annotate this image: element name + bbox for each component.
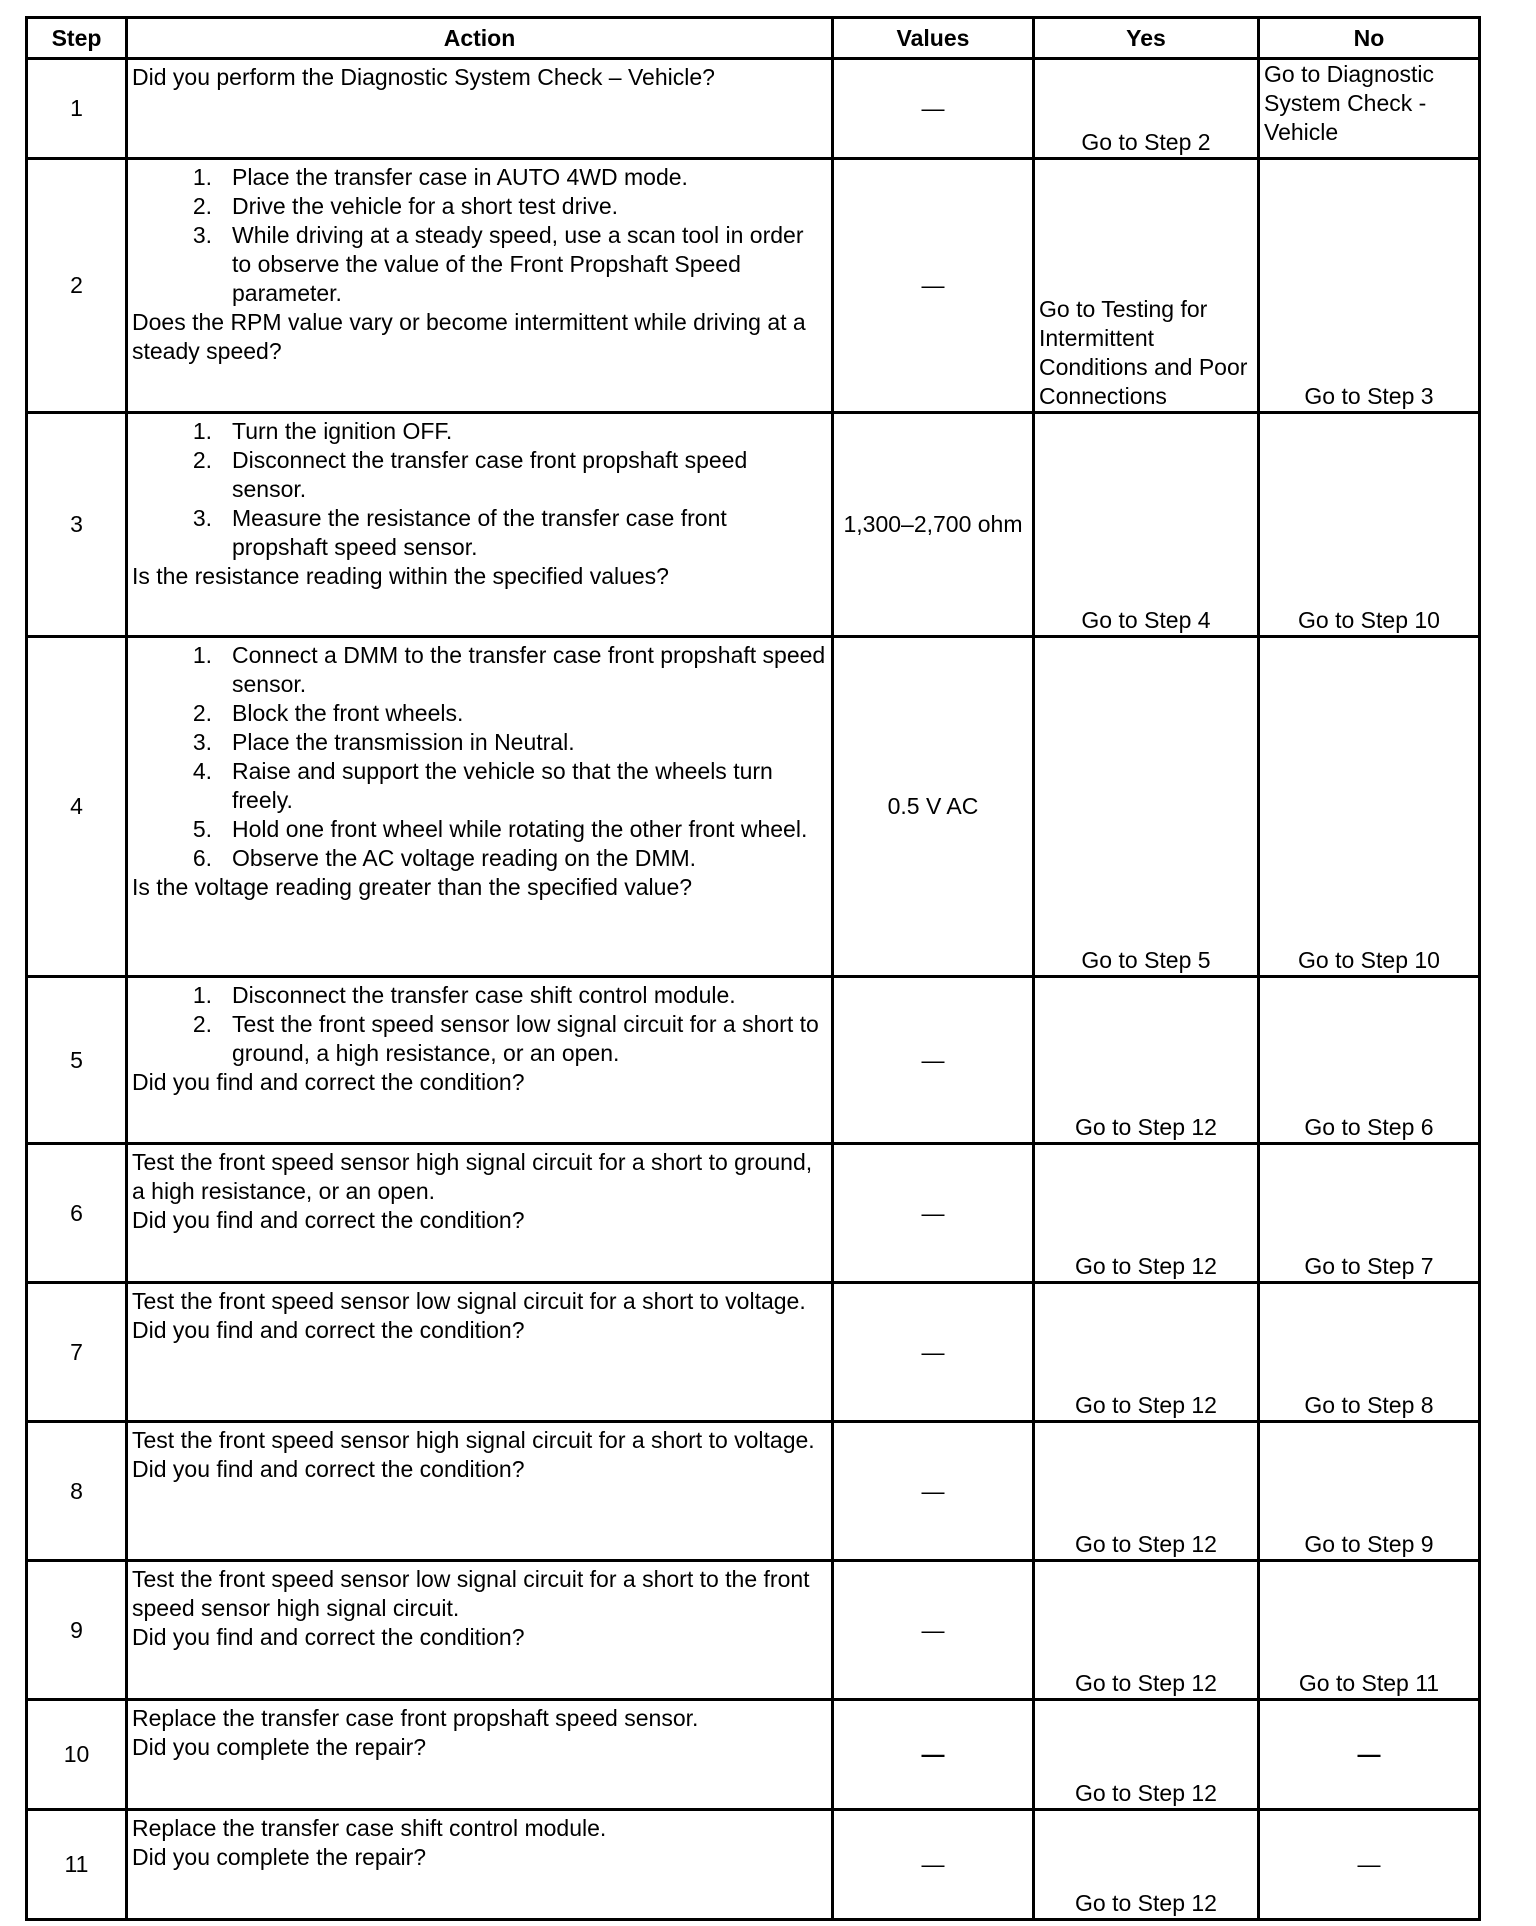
values-cell: 0.5 V AC — [833, 637, 1034, 977]
no-cell: Go to Step 10 — [1259, 413, 1480, 637]
action-cell — [127, 1422, 833, 1561]
step-number: 6 — [27, 1144, 127, 1283]
yes-cell: Go to Step 12 — [1034, 977, 1259, 1144]
list-item: 1. Turn the ignition OFF. — [192, 418, 453, 444]
action-cell — [127, 1810, 833, 1920]
list-item: 2. Block the front wheels. — [192, 700, 464, 726]
yes-cell: Go to Step 2 — [1034, 59, 1259, 159]
list-item: 2. Test the front speed sensor low signal circuit for a short to ground, a high resistance, or an open. — [192, 1011, 819, 1066]
step-number: 7 — [27, 1283, 127, 1422]
action-steps — [132, 417, 827, 562]
no-cell: Go to Step 10 — [1259, 637, 1480, 977]
action-text: Did you perform the Diagnostic System Check – Vehicle? — [132, 64, 715, 90]
table-row — [27, 977, 1480, 1144]
table-row — [27, 1700, 1480, 1810]
table-row — [27, 1144, 1480, 1283]
list-item: 2. Drive the vehicle for a short test drive. — [192, 193, 619, 219]
action-question: Did you complete the repair? — [132, 1734, 427, 1760]
values-cell: — — [833, 1422, 1034, 1561]
step-number: 11 — [27, 1810, 127, 1920]
action-question: Did you find and correct the condition? — [132, 1069, 525, 1095]
action-text: Replace the transfer case shift control module. — [132, 1815, 607, 1841]
action-cell — [127, 159, 833, 413]
table-row — [27, 1561, 1480, 1700]
header-values: Values — [833, 18, 1034, 59]
list-item: 3. While driving at a steady speed, use a scan tool in order to observe the value of the Front Propshaft Speed parameter. — [192, 222, 804, 306]
values-cell: — — [833, 159, 1034, 413]
no-cell: Go to Step 3 — [1259, 159, 1480, 413]
header-no: No — [1259, 18, 1480, 59]
step-number: 10 — [27, 1700, 127, 1810]
step-number: 5 — [27, 977, 127, 1144]
action-text: Test the front speed sensor high signal circuit for a short to voltage. — [132, 1427, 815, 1453]
action-question: Did you find and correct the condition? — [132, 1456, 525, 1482]
action-question: Did you complete the repair? — [132, 1844, 427, 1870]
yes-cell: Go to Step 5 — [1034, 637, 1259, 977]
header-row — [27, 18, 1480, 59]
table-row — [27, 159, 1480, 413]
action-question: Did you find and correct the condition? — [132, 1317, 525, 1343]
header-action: Action — [127, 18, 833, 59]
action-steps — [132, 641, 827, 873]
action-text: Test the front speed sensor low signal circuit for a short to the front speed sensor high signal circuit. — [132, 1566, 810, 1621]
action-cell — [127, 977, 833, 1144]
table-row — [27, 59, 1480, 159]
values-cell: — — [833, 1144, 1034, 1283]
step-number: 2 — [27, 159, 127, 413]
action-text: Test the front speed sensor low signal circuit for a short to voltage. — [132, 1288, 806, 1314]
action-question: Did you find and correct the condition? — [132, 1207, 525, 1233]
yes-cell: Go to Step 12 — [1034, 1144, 1259, 1283]
action-question: Is the resistance reading within the specified values? — [132, 563, 669, 589]
no-cell: — — [1259, 1700, 1480, 1810]
no-cell: Go to Step 6 — [1259, 977, 1480, 1144]
action-cell — [127, 1561, 833, 1700]
action-steps — [132, 163, 827, 308]
action-question: Is the voltage reading greater than the specified value? — [132, 874, 693, 900]
list-item: 1. Disconnect the transfer case shift control module. — [192, 982, 736, 1008]
diagnostic-table — [25, 16, 1481, 1921]
action-cell — [127, 413, 833, 637]
no-cell: Go to Step 8 — [1259, 1283, 1480, 1422]
values-cell: — — [833, 59, 1034, 159]
yes-cell: Go to Step 12 — [1034, 1700, 1259, 1810]
list-item: 5. Hold one front wheel while rotating the other front wheel. — [192, 816, 808, 842]
list-item: 2. Disconnect the transfer case front propshaft speed sensor. — [192, 447, 748, 502]
yes-cell: Go to Step 12 — [1034, 1283, 1259, 1422]
yes-cell: Go to Testing for Intermittent Conditions and Poor Connections — [1034, 159, 1259, 413]
table-row — [27, 413, 1480, 637]
no-cell: Go to Diagnostic System Check - Vehicle — [1259, 59, 1480, 159]
yes-cell: Go to Step 12 — [1034, 1422, 1259, 1561]
table-row — [27, 1422, 1480, 1561]
values-cell: — — [833, 977, 1034, 1144]
action-cell — [127, 1700, 833, 1810]
no-cell: Go to Step 9 — [1259, 1422, 1480, 1561]
step-number: 9 — [27, 1561, 127, 1700]
list-item: 4. Raise and support the vehicle so that the wheels turn freely. — [192, 758, 773, 813]
step-number: 1 — [27, 59, 127, 159]
values-cell: 1,300–2,700 ohm — [833, 413, 1034, 637]
yes-cell: Go to Step 4 — [1034, 413, 1259, 637]
yes-cell: Go to Step 12 — [1034, 1810, 1259, 1920]
action-cell — [127, 59, 833, 159]
table-row — [27, 1283, 1480, 1422]
values-cell: — — [833, 1561, 1034, 1700]
yes-cell: Go to Step 12 — [1034, 1561, 1259, 1700]
values-cell: — — [833, 1700, 1034, 1810]
values-cell: — — [833, 1810, 1034, 1920]
table-row — [27, 637, 1480, 977]
values-cell: — — [833, 1283, 1034, 1422]
action-cell — [127, 1283, 833, 1422]
step-number: 3 — [27, 413, 127, 637]
action-cell — [127, 637, 833, 977]
no-cell: Go to Step 11 — [1259, 1561, 1480, 1700]
header-step: Step — [27, 18, 127, 59]
list-item: 1. Place the transfer case in AUTO 4WD mode. — [192, 164, 688, 190]
step-number: 8 — [27, 1422, 127, 1561]
list-item: 3. Measure the resistance of the transfer case front propshaft speed sensor. — [192, 505, 727, 560]
list-item: 3. Place the transmission in Neutral. — [192, 729, 575, 755]
step-number: 4 — [27, 637, 127, 977]
no-cell: Go to Step 7 — [1259, 1144, 1480, 1283]
header-yes: Yes — [1034, 18, 1259, 59]
action-question: Did you find and correct the condition? — [132, 1624, 525, 1650]
action-steps — [132, 981, 827, 1068]
action-text: Test the front speed sensor high signal circuit for a short to ground, a high resistance, or an open. — [132, 1149, 813, 1204]
action-question: Does the RPM value vary or become intermittent while driving at a steady speed? — [132, 309, 806, 364]
action-cell — [127, 1144, 833, 1283]
no-cell: — — [1259, 1810, 1480, 1920]
action-text: Replace the transfer case front propshaft speed sensor. — [132, 1705, 699, 1731]
table-row — [27, 1810, 1480, 1920]
list-item: 6. Observe the AC voltage reading on the DMM. — [192, 845, 697, 871]
list-item: 1. Connect a DMM to the transfer case front propshaft speed sensor. — [192, 642, 826, 697]
